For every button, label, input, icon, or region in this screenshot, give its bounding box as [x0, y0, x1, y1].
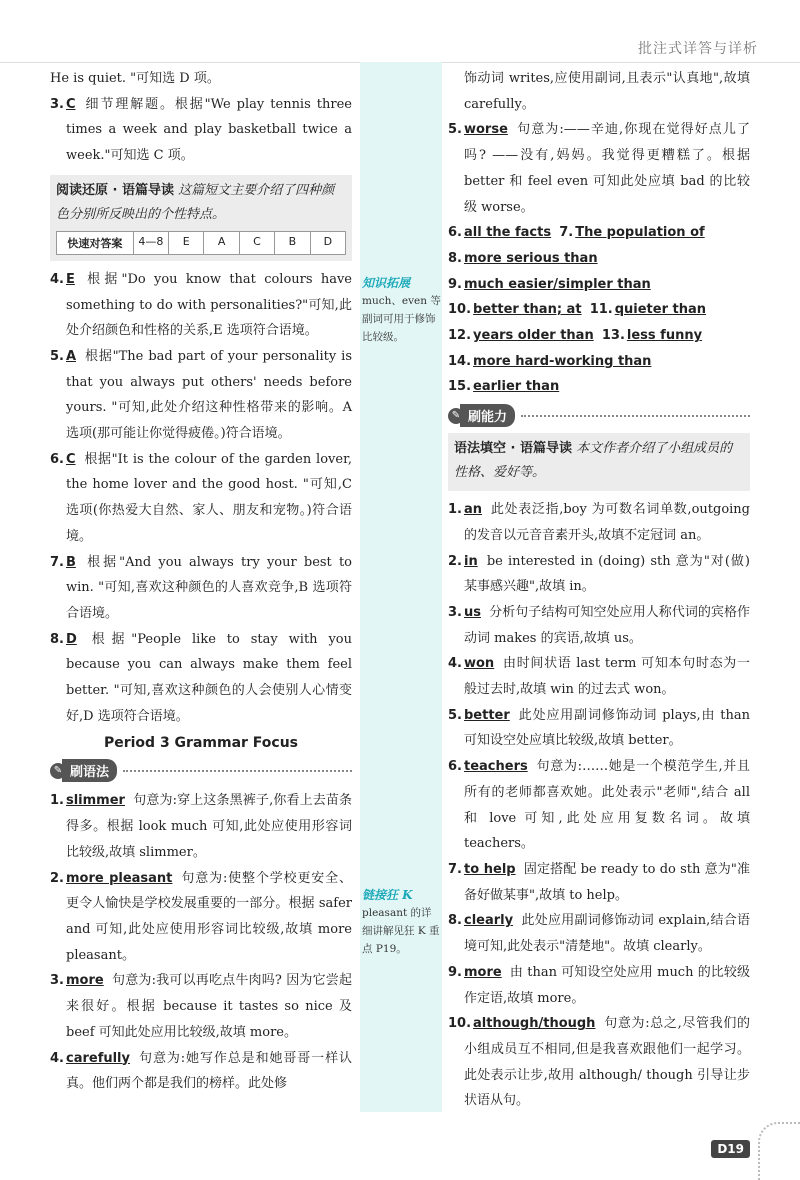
- continued-text: 饰动词 writes,应使用副词,且表示"认真地",故填 carefully。: [464, 71, 750, 112]
- table-header: 快速对答案: [57, 232, 133, 254]
- item-explanation: 句意为:总之,尽管我们的小组成员互不相同,但是我喜欢跟他们一起学习。此处表示让步,故用 although/ though 引导让步状语从句。: [464, 1016, 750, 1109]
- item-answer: clearly: [463, 913, 514, 929]
- item-number: 4.: [50, 271, 64, 287]
- fill-item-4: [448, 651, 750, 702]
- item-explanation: 根据"The bad part of your personality is that you always put others' needs before yours. "可知,此处介绍这种性格带来的影响。A 选项(那可能让你觉得疲倦。)符合语境。: [66, 348, 352, 442]
- table-cell: B: [274, 232, 309, 254]
- item-number: 2.: [448, 553, 462, 569]
- item-number: 10.: [448, 1016, 472, 1032]
- pencil-icon: ✎: [50, 763, 66, 779]
- item-explanation: 句意为:使整个学校更安全、更令人愉快是学校发展重要的一部分。根据 safer and 可知,此处应使用形容词比较级,故填 more pleasant。: [66, 870, 353, 963]
- item-answer: D: [65, 631, 77, 647]
- item-answer: more: [65, 973, 104, 989]
- item-number: 9.: [448, 276, 462, 292]
- note-text: much、even 等副词可用于修饰比较级。: [362, 295, 441, 343]
- item-explanation: 根据"People like to stay with you because you can always make them feel better. "可知,喜欢这种颜色的人会使别人心情变好,D 选项符合语境。: [66, 631, 352, 724]
- note-title: 链接狂 K: [362, 888, 413, 902]
- answer-line-10-11: [448, 297, 750, 323]
- grammar-item-2: [50, 866, 352, 969]
- item-answer: earlier than: [473, 379, 560, 395]
- item-number: 7.: [448, 861, 462, 877]
- item-number: 1.: [448, 502, 462, 518]
- item-number: 4.: [50, 1050, 64, 1066]
- item-number: 3.: [448, 604, 462, 620]
- link-note: [362, 886, 442, 958]
- answer-line-6-7: [448, 220, 750, 246]
- answer-item-7: [50, 550, 352, 627]
- item-number: 5.: [50, 348, 64, 364]
- item-answer: won: [463, 656, 495, 672]
- item-number: 14.: [448, 353, 472, 369]
- item-answer: quieter than: [614, 302, 707, 318]
- item-number: 3.: [50, 973, 64, 989]
- item-number: 13.: [601, 328, 625, 344]
- reading-guide-title: [56, 179, 346, 227]
- item-number: 8.: [448, 913, 462, 929]
- item-number: 12.: [448, 328, 472, 344]
- item-explanation: 固定搭配 be ready to do sth 意为"准备好做某事",故填 to help。: [464, 861, 750, 903]
- knowledge-note: [362, 274, 442, 346]
- item-number: 10.: [448, 302, 472, 318]
- answer-line-14: [448, 349, 750, 375]
- item-number: 5.: [448, 707, 462, 723]
- fill-item-10: [448, 1011, 750, 1114]
- grammar-guide-box: [448, 433, 750, 491]
- item-explanation: 此处表泛指,boy 为可数名词单数,outgoing 的发音以元音音素开头,故填不定冠词 an。: [464, 502, 750, 543]
- page-header: 批注式详答与详析: [638, 41, 758, 57]
- section-ability: [448, 404, 750, 427]
- item-number: 11.: [589, 302, 613, 318]
- fill-item-3: [448, 600, 750, 651]
- grammar-item-4: [50, 1046, 352, 1097]
- item-answer: worse: [463, 122, 508, 138]
- item-explanation: 句意为:我可以再吃点牛肉吗? 因为它尝起来很好。根据 because it tastes so nice 及 beef 可知此处应用比较级,故填 more。: [66, 973, 352, 1040]
- section-grammar: [50, 759, 352, 782]
- fill-item-9: [448, 960, 750, 1011]
- item-number: 6.: [50, 451, 64, 467]
- corner-decoration: [758, 1122, 800, 1180]
- table-cell: C: [239, 232, 274, 254]
- item-explanation: 由时间状语 last term 可知本句时态为一般过去时,故填 win 的过去式 won。: [464, 656, 750, 698]
- item-number: 1.: [50, 793, 64, 809]
- guide-label: 阅读还原 · 语篇导读: [56, 182, 174, 198]
- fill-item-8: [448, 908, 750, 959]
- item-number: 15.: [448, 379, 472, 395]
- item-answer: The population of: [575, 225, 705, 241]
- item-explanation: 根据"It is the colour of the garden lover, the home lover and the good host. "可知,C 选项(你热爱大自然、家人、朋友和宠物。)符合语境。: [66, 451, 352, 544]
- intro-text: He is quiet. "可知选 D 项。: [50, 71, 220, 86]
- answer-item-6: [50, 447, 352, 550]
- item-answer: better than; at: [473, 302, 582, 318]
- item-answer: years older than: [473, 328, 594, 344]
- item-number: 8.: [50, 631, 64, 647]
- table-cell: E: [168, 232, 203, 254]
- item-explanation: 分析句子结构可知空处应用人称代词的宾格作动词 makes 的宾语,故填 us。: [464, 604, 750, 646]
- item-explanation: 句意为:她写作总是和她哥哥一样认真。他们两个都是我们的榜样。此处修: [66, 1050, 352, 1092]
- table-cell: A: [203, 232, 238, 254]
- pencil-icon: ✎: [448, 408, 464, 424]
- grammar-item-1: [50, 788, 352, 865]
- item-answer: less funny: [626, 328, 703, 344]
- item-number: 8.: [448, 250, 462, 266]
- section-title: 刷语法: [62, 759, 117, 782]
- item-answer: us: [463, 604, 481, 620]
- page-number: D19: [711, 1140, 750, 1158]
- item-explanation: 细节理解题。根据"We play tennis three times a week and play basketball twice a week."可知选 C 项。: [66, 96, 352, 164]
- item-answer: B: [65, 554, 76, 570]
- answer-item-4: [50, 267, 352, 344]
- item-answer: teachers: [463, 759, 528, 775]
- guide-summary: 这篇短文主要介绍了四种颜色分别所反映出的个性特点。: [56, 182, 335, 222]
- fill-item-6: [448, 754, 750, 857]
- item-explanation: 由 than 可知设空处应用 much 的比较级作定语,故填 more。: [464, 964, 750, 1006]
- answer-item-8: [50, 627, 352, 730]
- item-number: 7.: [50, 554, 64, 570]
- answer-item-5: [50, 344, 352, 447]
- dotted-divider: [123, 770, 352, 772]
- answer-item-3: [50, 92, 352, 169]
- item-answer: much easier/simpler than: [463, 276, 651, 292]
- item-number: 2.: [50, 870, 64, 886]
- item-explanation: be interested in (doing) sth 意为"对(做)某事感兴趣",故填 in。: [464, 553, 750, 595]
- item-answer: carefully: [65, 1050, 130, 1066]
- period-heading: Period 3 Grammar Focus: [103, 735, 299, 752]
- answer-line-12-13: [448, 323, 750, 349]
- fill-item-5: [448, 703, 750, 754]
- item-answer: although/though: [473, 1016, 596, 1032]
- reading-guide-box: [50, 175, 352, 261]
- answer-line-15: [448, 374, 750, 400]
- table-cell: 4—8: [133, 232, 168, 254]
- item-explanation: 根据"Do you know that colours have something to do with personalities?"可知,此处介绍颜色和性格的关系,E 选项符合语境。: [66, 271, 352, 339]
- item-explanation: 此处应用副词修饰动词 plays,由 than 可知设空处应填比较级,故填 better。: [464, 707, 750, 749]
- item-number: 3.: [50, 96, 64, 112]
- item-explanation: 此处应用副词修饰动词 explain,结合语境可知,此处表示"清楚地"。故填 clearly。: [464, 913, 750, 955]
- item-answer: all the facts: [463, 225, 552, 241]
- guide-label: 语法填空 · 语篇导读: [454, 441, 572, 457]
- item-explanation: 根据"And you always try your best to win. "可知,喜欢这种颜色的人喜欢竞争,B 选项符合语境。: [66, 554, 352, 621]
- item-number: 6.: [448, 225, 462, 241]
- item-answer: more pleasant: [65, 870, 173, 886]
- dotted-divider: [521, 415, 750, 417]
- left-column: [50, 66, 352, 1097]
- item-answer: C: [65, 451, 76, 467]
- item-answer: E: [65, 271, 75, 287]
- right-column: [448, 66, 750, 1114]
- note-text: pleasant 的详细讲解见狂 K 重点 P19。: [362, 907, 440, 955]
- item-answer: more serious than: [463, 250, 598, 266]
- item-number: 6.: [448, 759, 462, 775]
- item-answer: more: [463, 964, 502, 980]
- fill-item-7: [448, 857, 750, 908]
- guide-summary: 本文作者介绍了小组成员的性格、爱好等。: [454, 441, 733, 481]
- grammar-item-5: [448, 117, 750, 220]
- fill-item-2: [448, 549, 750, 600]
- item-answer: in: [463, 553, 478, 569]
- answer-line-9: [448, 272, 750, 298]
- item-answer: to help: [463, 861, 516, 877]
- fill-item-1: [448, 497, 750, 548]
- item-answer: better: [463, 707, 510, 723]
- item-answer: more hard-working than: [473, 353, 652, 369]
- note-title: 知识拓展: [362, 276, 411, 290]
- item-answer: slimmer: [65, 793, 125, 809]
- grammar-item-3: [50, 968, 352, 1045]
- item-answer: A: [65, 348, 77, 364]
- item-number: 4.: [448, 656, 462, 672]
- answer-line-8: [448, 246, 750, 272]
- grammar-guide-title: [454, 437, 744, 485]
- item-explanation: 句意为:……她是一个模范学生,并且所有的老师都喜欢她。此处表示"老师",结合 all 和 love 可知,此处应用复数名词。故填 teachers。: [464, 759, 750, 852]
- item-explanation: 句意为:穿上这条黑裤子,你看上去苗条得多。根据 look much 可知,此处应使用形容词比较级,故填 slimmer。: [66, 793, 352, 860]
- item-explanation: 句意为:——辛迪,你现在觉得好点儿了吗? ——没有,妈妈。我觉得更糟糕了。根据 better 和 feel even 可知此处应填 bad 的比较级 worse。: [464, 122, 750, 215]
- quick-answer-table: [56, 231, 346, 255]
- table-cell: D: [310, 232, 345, 254]
- item-number: 7.: [559, 225, 574, 241]
- item-number: 5.: [448, 122, 462, 138]
- item-number: 9.: [448, 964, 462, 980]
- section-title: 刷能力: [460, 404, 515, 427]
- item-answer: C: [65, 96, 76, 112]
- item-answer: an: [463, 502, 483, 518]
